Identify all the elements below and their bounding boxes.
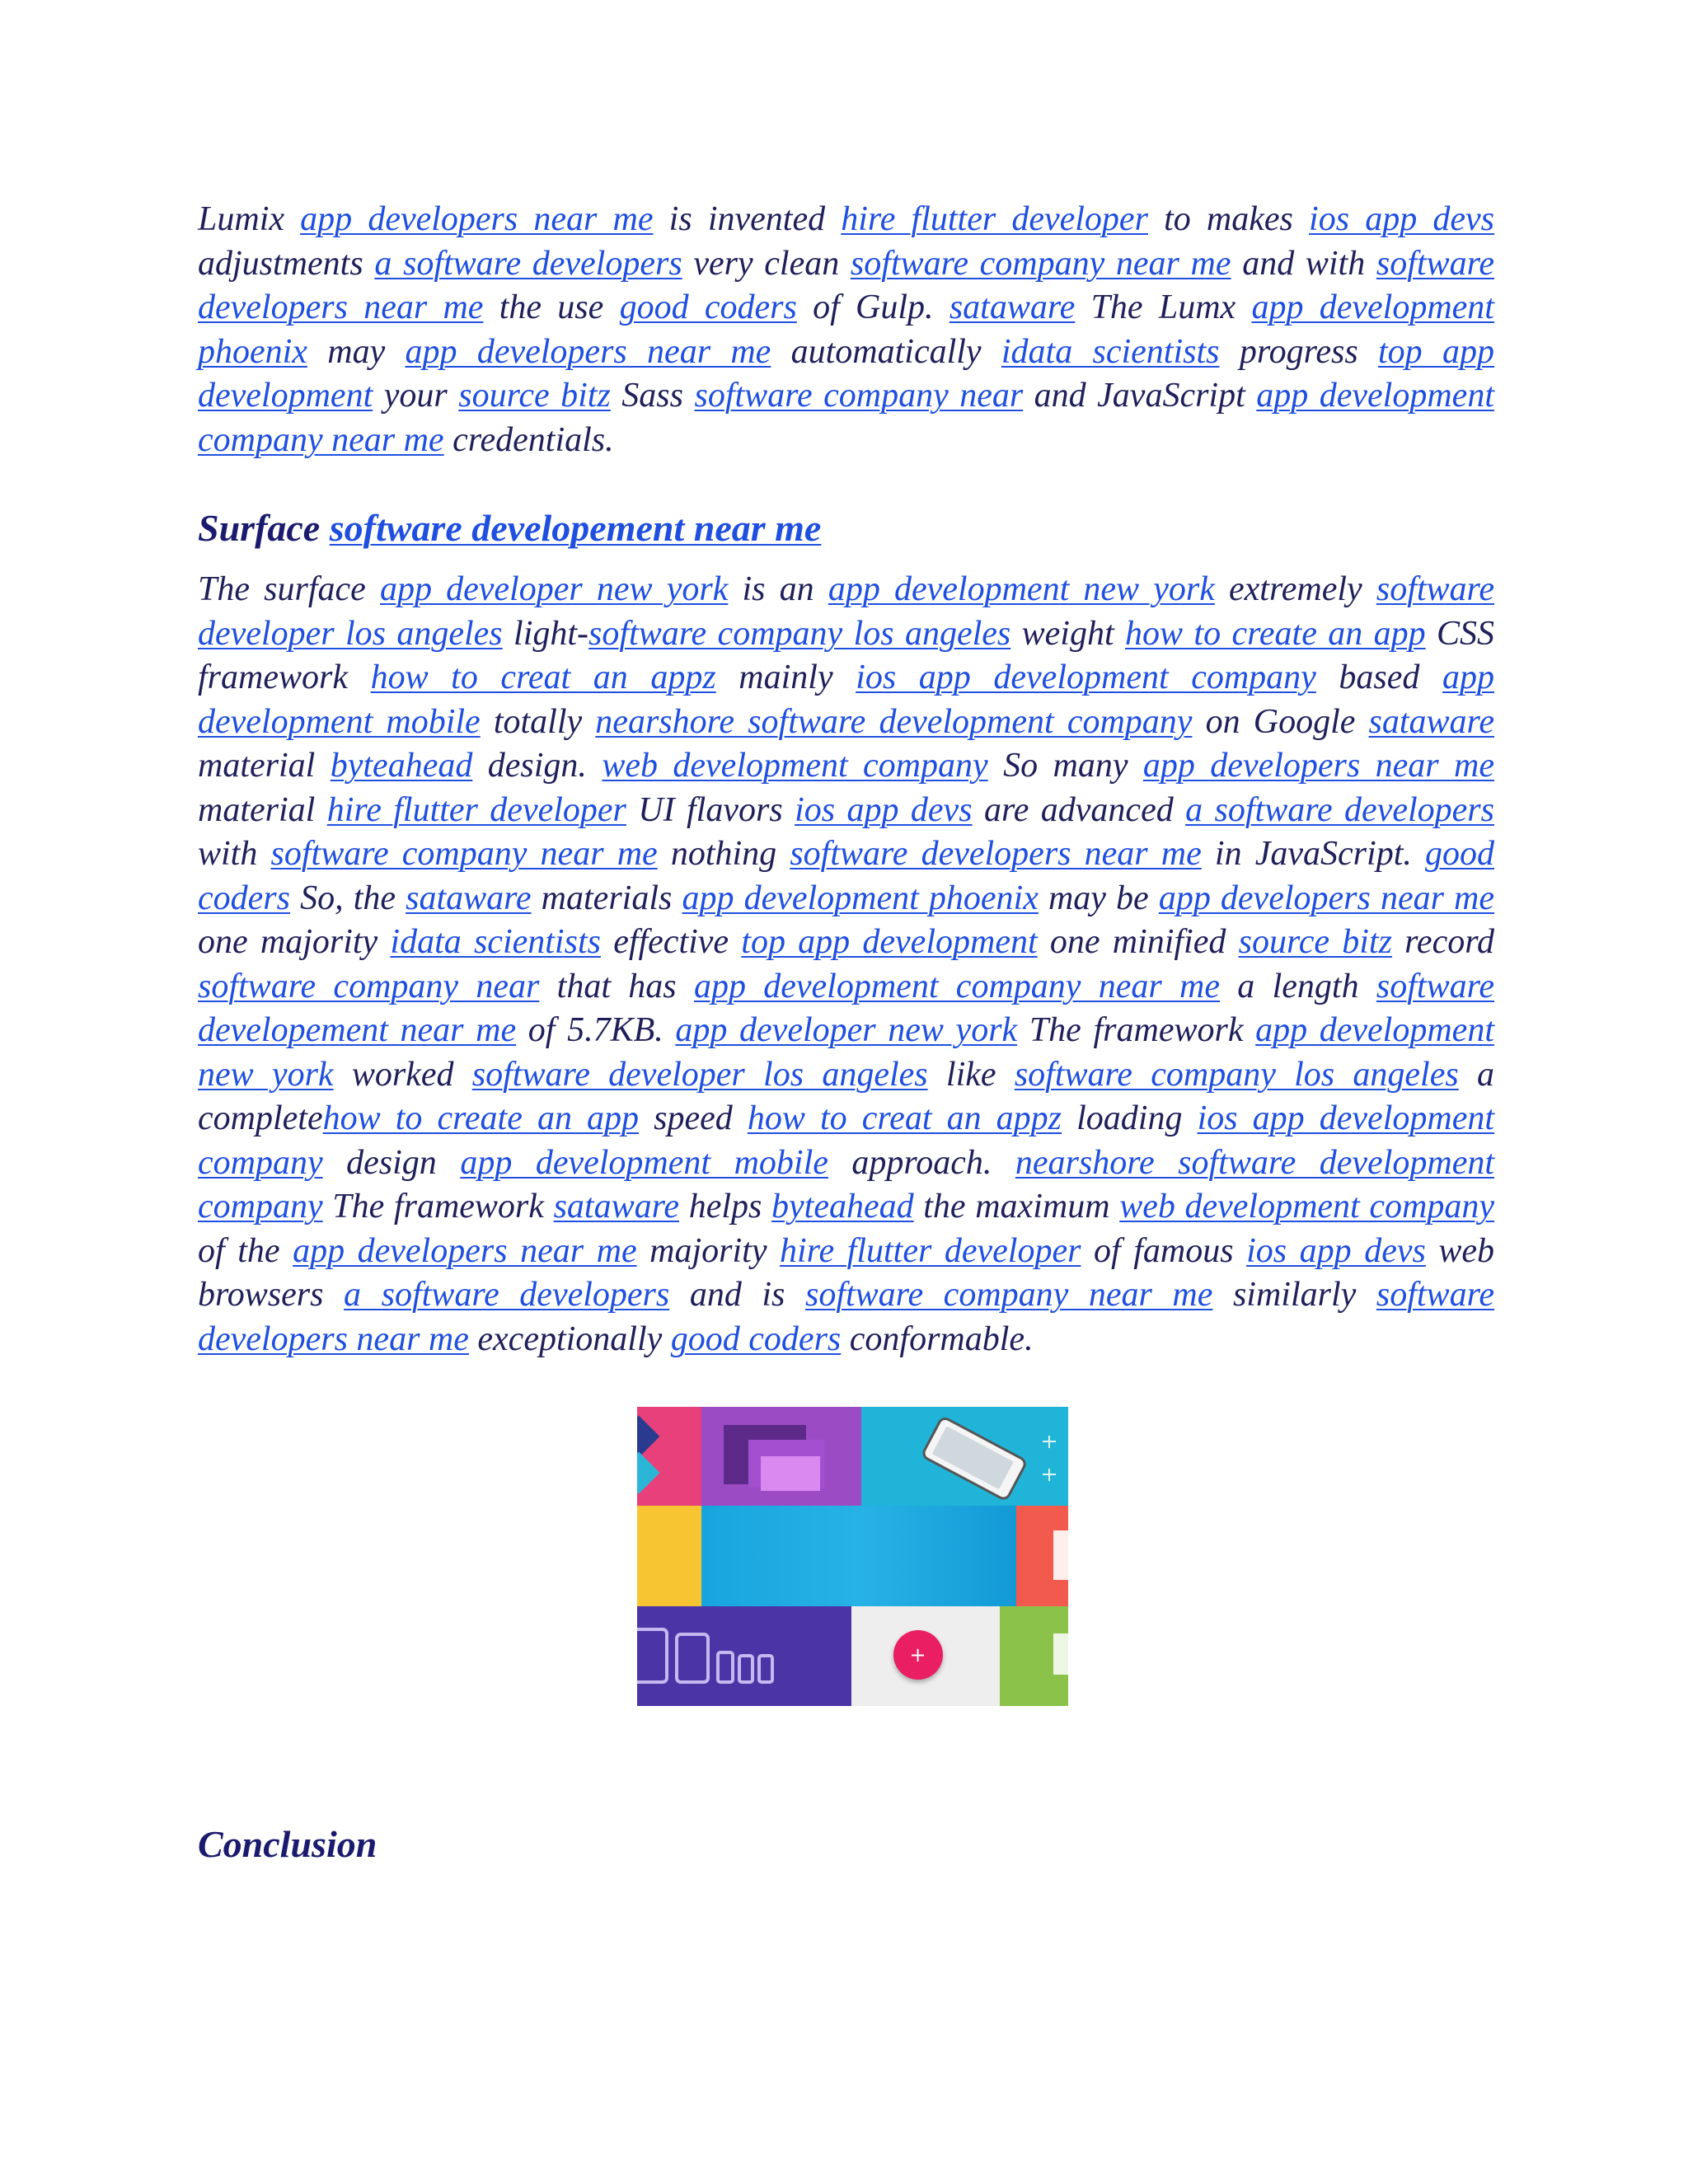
inline-link[interactable]: hire flutter developer (841, 200, 1148, 238)
tile-yellow (637, 1506, 701, 1606)
body-text: weight (1010, 614, 1126, 653)
inline-link[interactable]: software developer los angeles (471, 1055, 928, 1094)
inline-link[interactable]: software developers near me (790, 835, 1202, 873)
inline-link[interactable]: app developer new york (379, 570, 729, 608)
inline-link[interactable]: hire flutter developer (780, 1231, 1081, 1270)
body-text: one majority (198, 923, 391, 961)
inline-link[interactable]: app development company near me (198, 377, 1494, 459)
inline-link[interactable]: app development mobile (460, 1143, 828, 1182)
inline-link[interactable]: ios app development company (198, 1099, 1495, 1182)
body-text: on Google (1192, 702, 1369, 741)
inline-link[interactable]: software developer los angeles (198, 570, 1494, 653)
section-heading-surface (198, 505, 1494, 551)
body-text: effective (600, 923, 742, 961)
inline-link[interactable]: app developer new york (675, 1011, 1018, 1049)
inline-link[interactable]: sataware (406, 879, 532, 917)
body-text: mainly (715, 658, 856, 696)
inline-link[interactable]: good coders (198, 835, 1495, 917)
body-text: loading (1062, 1099, 1198, 1137)
body-text: progress (1219, 332, 1379, 371)
body-text: in JavaScript. (1201, 835, 1426, 873)
inline-link[interactable]: software company near me (270, 835, 658, 873)
inline-link[interactable]: app development new york (198, 1011, 1494, 1094)
body-text: a complete (198, 1055, 1494, 1137)
inline-link[interactable]: web development company (602, 747, 988, 785)
inline-link[interactable]: app developers near me (1142, 747, 1495, 785)
inline-link[interactable]: byteahead (771, 1188, 914, 1226)
body-text: your (373, 377, 459, 415)
inline-link[interactable]: app development new york (828, 570, 1215, 608)
inline-link[interactable]: how to create an app (322, 1099, 640, 1137)
body-text: of Gulp. (796, 288, 950, 326)
body-text: and JavaScript (1023, 377, 1257, 415)
inline-link[interactable]: app developers near me (405, 332, 771, 371)
inline-link[interactable]: sataware (1368, 702, 1494, 741)
inline-link[interactable]: app developers near me (293, 1231, 637, 1270)
body-text: The framework (1017, 1011, 1256, 1049)
body-text: like (927, 1055, 1015, 1094)
body-text: The framework (322, 1188, 554, 1226)
body-text: The Lumx (1075, 288, 1252, 326)
inline-link[interactable]: a software developers (1185, 790, 1494, 829)
body-text: Lumix (198, 200, 301, 238)
inline-link[interactable]: ios app devs (1246, 1231, 1426, 1270)
body-text: So many (987, 747, 1143, 785)
inline-link[interactable]: app development phoenix (682, 879, 1039, 917)
inline-link[interactable]: source bitz (458, 377, 611, 415)
tile-pink (637, 1407, 701, 1506)
inline-link[interactable]: a software developers (344, 1276, 670, 1314)
sparkle-icon (1033, 1432, 1066, 1489)
inline-link[interactable]: web development company (1119, 1188, 1494, 1226)
inline-link[interactable]: how to creat an appz (747, 1099, 1062, 1137)
body-text: helps (679, 1188, 772, 1226)
inline-link[interactable]: app development phoenix (198, 288, 1494, 371)
inline-link[interactable]: app developers near me (300, 200, 654, 238)
inline-link[interactable]: top app development (198, 332, 1494, 415)
body-text: materials (531, 879, 682, 917)
coral-inner-shape (1053, 1530, 1068, 1580)
inline-link[interactable]: software company los angeles (588, 614, 1011, 653)
tile-blue (701, 1506, 1016, 1606)
inline-link[interactable]: app development mobile (198, 658, 1494, 741)
body-text: of famous (1081, 1231, 1247, 1270)
body-text: and is (669, 1276, 805, 1314)
body-text: may (307, 332, 406, 371)
inline-link[interactable]: source bitz (1238, 923, 1392, 961)
body-text: Sass (610, 377, 695, 415)
body-text: record (1391, 923, 1494, 961)
body-text: speed (639, 1099, 748, 1137)
inline-link[interactable]: app developers near me (1158, 879, 1495, 917)
figure-container (210, 1407, 1494, 1706)
body-text: similarly (1212, 1276, 1376, 1314)
body-text: credentials. (443, 420, 614, 459)
body-text: very clean (682, 244, 851, 283)
inline-link[interactable]: hire flutter developer (326, 790, 626, 829)
body-text: majority (636, 1231, 781, 1270)
inline-link[interactable]: software company near me (850, 244, 1231, 283)
body-text: CSS framework (198, 614, 1495, 696)
inline-link[interactable]: nearshore software development company (198, 1143, 1495, 1226)
document-page (198, 198, 1494, 1868)
inline-link[interactable]: good coders (670, 1319, 842, 1358)
green-inner-shape (1053, 1633, 1068, 1675)
body-text: UI flavors (626, 790, 795, 829)
inline-link[interactable]: ios app development company (856, 658, 1316, 696)
body-text: adjustments (198, 244, 375, 283)
body-text: to makes (1147, 200, 1310, 238)
inline-link[interactable]: nearshore software development company (595, 702, 1193, 741)
inline-link[interactable]: ios app devs (1309, 200, 1494, 238)
body-text: conformable. (841, 1319, 1034, 1358)
body-text: that has (539, 967, 694, 1005)
inline-link[interactable]: sataware (553, 1188, 680, 1226)
body-text: design (322, 1143, 461, 1182)
inline-link[interactable]: software company los angeles (1014, 1055, 1459, 1094)
body-text: light- (502, 614, 589, 653)
body-text: one minified (1037, 923, 1239, 961)
body-text: design. (472, 747, 603, 785)
paragraph-intro (198, 198, 1494, 462)
inline-link[interactable]: sataware (949, 288, 1076, 326)
body-text: the use (483, 288, 620, 326)
layered-squares-icon-top (761, 1456, 820, 1491)
body-text: The surface (198, 570, 380, 608)
body-text: of 5.7KB. (516, 1011, 676, 1049)
body-text: are advanced (972, 790, 1186, 829)
body-text: is an (728, 570, 828, 608)
paragraph-surface (198, 568, 1494, 1361)
inline-link[interactable]: a software developers (374, 244, 682, 283)
body-text: So, the (289, 879, 406, 917)
body-text: extremely (1214, 570, 1376, 608)
body-text: material (198, 790, 327, 829)
body-text: based (1315, 658, 1442, 696)
plus-icon: + (909, 1643, 926, 1666)
material-design-tiles-image (637, 1407, 1068, 1706)
body-text: nothing (657, 835, 790, 873)
inline-link[interactable]: idata scientists (390, 923, 601, 961)
body-text: is invented (653, 200, 842, 238)
body-text: the maximum (913, 1188, 1120, 1226)
inline-link[interactable]: software developers near me (198, 1276, 1494, 1358)
inline-link[interactable]: software company near me (804, 1276, 1213, 1314)
body-text: may be (1038, 879, 1159, 917)
inline-link[interactable]: how to creat an appz (370, 658, 716, 696)
body-text: with (198, 835, 271, 873)
inline-link[interactable]: software company near (694, 377, 1024, 415)
body-text: web browsers (198, 1231, 1495, 1314)
body-text: approach. (828, 1143, 1015, 1182)
inline-link[interactable]: how to create an app (1125, 614, 1426, 653)
body-text: totally (480, 702, 596, 741)
body-text: and with (1231, 244, 1376, 283)
body-text: exceptionally (468, 1319, 671, 1358)
devices-icon (637, 1623, 785, 1689)
heading-prefix: Surface (198, 507, 330, 549)
phone-icon (909, 1412, 1041, 1502)
inline-link[interactable]: software developers near me (198, 244, 1494, 326)
body-text: a length (1219, 967, 1376, 1005)
heading-link[interactable]: software developement near me (329, 507, 822, 549)
inline-link[interactable]: top app development (741, 923, 1038, 961)
inline-link[interactable]: software company near (198, 967, 540, 1005)
body-text: of the (198, 1231, 293, 1270)
inline-link[interactable]: idata scientists (1001, 332, 1220, 371)
inline-link[interactable]: byteahead (330, 747, 473, 785)
body-text: automatically (771, 332, 1001, 371)
body-text: material (198, 747, 331, 785)
section-heading-conclusion: Conclusion (198, 1823, 377, 1865)
body-text: worked (333, 1055, 472, 1094)
inline-link[interactable]: software developement near me (198, 967, 1495, 1049)
inline-link[interactable]: app development company near me (693, 967, 1220, 1005)
inline-link[interactable]: ios app devs (795, 790, 973, 829)
inline-link[interactable]: good coders (619, 288, 797, 326)
